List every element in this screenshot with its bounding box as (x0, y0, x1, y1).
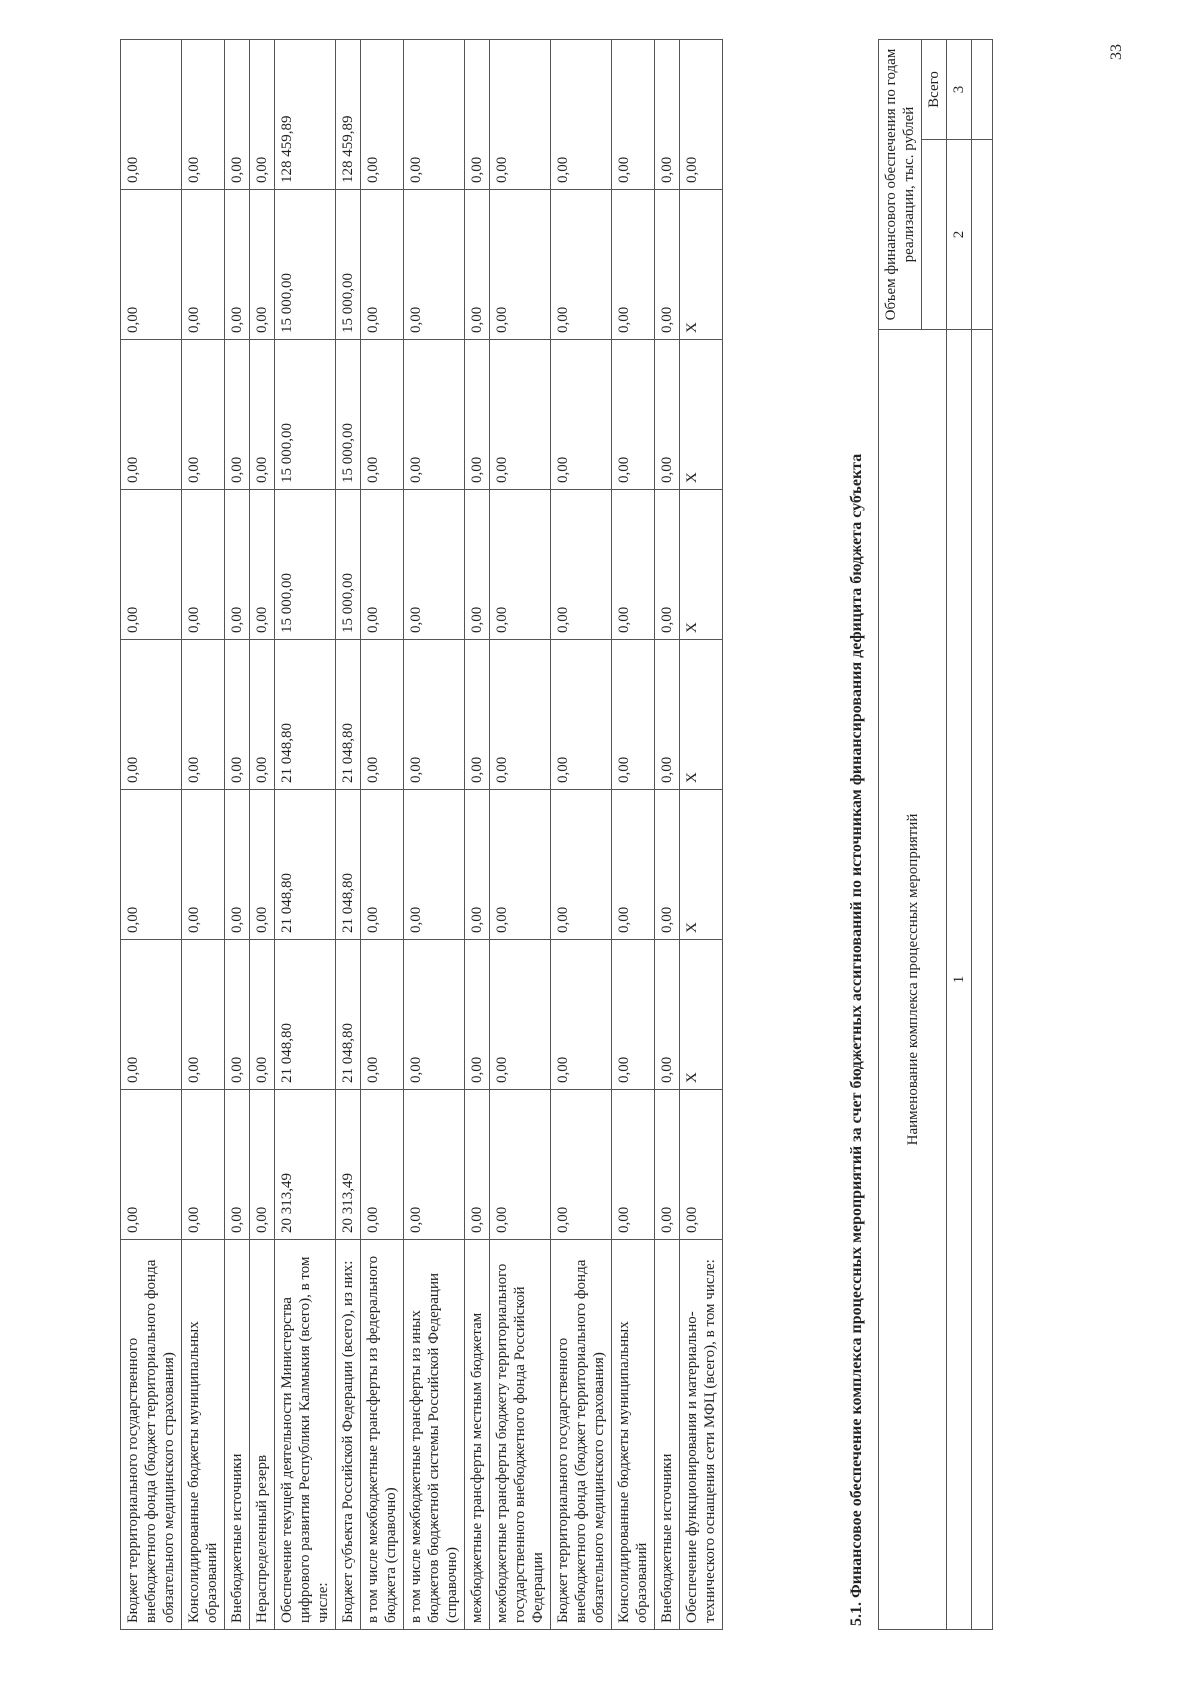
value-cell: 21 048,80 (336, 790, 361, 940)
value-cell: 0,00 (490, 340, 551, 490)
row-label: Бюджет субъекта Российской Федерации (всего), из них: (336, 1240, 361, 1630)
row-label: Бюджет территориального государственного внебюджетного фонда (бюджет территориального фонда обязательного медицинского страхования) (551, 1240, 612, 1630)
header-year-col (922, 140, 947, 330)
value-cell: 21 048,80 (336, 640, 361, 790)
empty-cell (972, 39, 993, 139)
value-cell: 0,00 (361, 940, 404, 1090)
value-cell: X (680, 790, 723, 940)
value-cell: 0,00 (225, 640, 250, 790)
value-cell: 0,00 (182, 490, 225, 640)
value-cell: 0,00 (465, 190, 490, 340)
value-cell: 0,00 (182, 790, 225, 940)
row-label: межбюджетные трансферты местным бюджетам (465, 1240, 490, 1630)
value-cell: 0,00 (551, 40, 612, 190)
value-cell: 0,00 (250, 190, 275, 340)
value-cell: 0,00 (490, 40, 551, 190)
value-cell: 15 000,00 (275, 490, 336, 640)
value-cell: 0,00 (225, 40, 250, 190)
value-cell: 0,00 (551, 190, 612, 340)
table-row (612, 40, 655, 1630)
row-label: Консолидированные бюджеты муниципальных образований (612, 1240, 655, 1630)
value-cell: 0,00 (551, 790, 612, 940)
value-cell: 0,00 (612, 190, 655, 340)
row-label: в том числе межбюджетные трансферты из федерального бюджета (справочно) (361, 1240, 404, 1630)
value-cell: 0,00 (465, 40, 490, 190)
value-cell: 0,00 (612, 640, 655, 790)
row-label: Внебюджетные источники (225, 1240, 250, 1630)
value-cell: 0,00 (121, 640, 182, 790)
value-cell: 21 048,80 (275, 790, 336, 940)
value-cell: X (680, 190, 723, 340)
value-cell: 0,00 (404, 790, 465, 940)
value-cell: 15 000,00 (336, 190, 361, 340)
empty-cell (972, 140, 993, 330)
value-cell: 0,00 (404, 190, 465, 340)
value-cell: 0,00 (404, 40, 465, 190)
value-cell: 0,00 (250, 640, 275, 790)
value-cell: 20 313,49 (336, 1090, 361, 1240)
table-row (655, 40, 680, 1630)
value-cell: 0,00 (250, 790, 275, 940)
value-cell: X (680, 640, 723, 790)
value-cell: 0,00 (465, 790, 490, 940)
value-cell: 0,00 (490, 490, 551, 640)
value-cell: 0,00 (361, 490, 404, 640)
value-cell: 0,00 (490, 940, 551, 1090)
value-cell: 0,00 (121, 1090, 182, 1240)
value-cell: 0,00 (465, 490, 490, 640)
value-cell: 0,00 (225, 190, 250, 340)
value-cell: 0,00 (680, 40, 723, 190)
value-cell: 0,00 (655, 190, 680, 340)
value-cell: 0,00 (551, 340, 612, 490)
value-cell: 0,00 (250, 940, 275, 1090)
value-cell: 0,00 (551, 940, 612, 1090)
value-cell: 0,00 (361, 190, 404, 340)
value-cell: 0,00 (121, 190, 182, 340)
value-cell: 0,00 (404, 340, 465, 490)
value-cell: 0,00 (490, 640, 551, 790)
value-cell: 20 313,49 (275, 1090, 336, 1240)
value-cell: 0,00 (490, 190, 551, 340)
value-cell: 0,00 (612, 940, 655, 1090)
col-number-2: 2 (947, 140, 972, 330)
value-cell: 0,00 (655, 790, 680, 940)
value-cell: 0,00 (612, 1090, 655, 1240)
value-cell: 0,00 (250, 340, 275, 490)
value-cell: 0,00 (361, 40, 404, 190)
col-number-3: 3 (947, 39, 972, 139)
deficit-financing-table (878, 39, 993, 1630)
value-cell: 0,00 (404, 1090, 465, 1240)
value-cell: 0,00 (655, 40, 680, 190)
value-cell: 0,00 (225, 790, 250, 940)
value-cell: 0,00 (551, 490, 612, 640)
value-cell: X (680, 940, 723, 1090)
value-cell: 0,00 (490, 1090, 551, 1240)
table-row (551, 40, 612, 1630)
section-title: 5.1. Финансовое обеспечение комплекса процессных мероприятий за счет бюджетных ассигнований по источникам финансирования дефицита бюджета субъекта (848, 453, 865, 1626)
page-number: 33 (1108, 44, 1125, 60)
value-cell: 21 048,80 (275, 940, 336, 1090)
row-label: в том числе межбюджетные трансферты из иных бюджетов бюджетной системы Российской Федерации (справочно) (404, 1240, 465, 1630)
value-cell: 0,00 (655, 490, 680, 640)
value-cell: 0,00 (182, 640, 225, 790)
row-label: Обеспечение текущей деятельности Министерства цифрового развития Республики Калмыкия (всего), в том числе: (275, 1240, 336, 1630)
value-cell: 0,00 (225, 490, 250, 640)
value-cell: 0,00 (404, 490, 465, 640)
value-cell: 0,00 (551, 640, 612, 790)
value-cell: 0,00 (182, 190, 225, 340)
value-cell: 0,00 (121, 490, 182, 640)
header-financing-volume: Объем финансового обеспечения по годам реализации, тыс. рублей (879, 39, 922, 329)
value-cell: 0,00 (182, 340, 225, 490)
table-row (225, 40, 250, 1630)
value-cell: 0,00 (465, 1090, 490, 1240)
value-cell: 0,00 (121, 790, 182, 940)
value-cell: 0,00 (182, 1090, 225, 1240)
row-label: Нераспределенный резерв (250, 1240, 275, 1630)
value-cell: 0,00 (121, 340, 182, 490)
value-cell: 0,00 (612, 490, 655, 640)
value-cell: 0,00 (250, 40, 275, 190)
table-row (465, 40, 490, 1630)
row-label: Бюджет территориального государственного внебюджетного фонда (бюджет территориального фонда обязательного медицинского страхования) (121, 1240, 182, 1630)
value-cell: 15 000,00 (275, 190, 336, 340)
value-cell: 0,00 (612, 790, 655, 940)
value-cell: 0,00 (121, 40, 182, 190)
value-cell: 0,00 (465, 340, 490, 490)
value-cell: 0,00 (182, 940, 225, 1090)
table-row (680, 40, 723, 1630)
value-cell: 0,00 (655, 340, 680, 490)
value-cell: 128 459,89 (336, 40, 361, 190)
table-row (404, 40, 465, 1630)
value-cell: 0,00 (612, 40, 655, 190)
table-row (121, 40, 182, 1630)
value-cell: 0,00 (551, 1090, 612, 1240)
table-row (361, 40, 404, 1630)
row-label: межбюджетные трансферты бюджету территориального государственного внебюджетного фонда Российской Федерации (490, 1240, 551, 1630)
value-cell: 0,00 (250, 490, 275, 640)
value-cell: 15 000,00 (336, 490, 361, 640)
value-cell: X (680, 340, 723, 490)
value-cell: 0,00 (121, 940, 182, 1090)
header-total: Всего (922, 39, 947, 139)
value-cell: 0,00 (361, 1090, 404, 1240)
header-activity-name: Наименование комплекса процессных мероприятий (879, 330, 947, 1630)
value-cell: 15 000,00 (275, 340, 336, 490)
financing-table (120, 39, 723, 1630)
value-cell: 0,00 (182, 40, 225, 190)
table-row (250, 40, 275, 1630)
value-cell: X (680, 490, 723, 640)
value-cell: 0,00 (465, 940, 490, 1090)
value-cell: 0,00 (225, 340, 250, 490)
table-row (490, 40, 551, 1630)
row-label: Обеспечение функционирования и материально-технического оснащения сети МФЦ (всего), в том числе: (680, 1240, 723, 1630)
row-label: Внебюджетные источники (655, 1240, 680, 1630)
value-cell: 0,00 (361, 340, 404, 490)
value-cell: 15 000,00 (336, 340, 361, 490)
value-cell: 0,00 (465, 640, 490, 790)
row-label: Консолидированные бюджеты муниципальных образований (182, 1240, 225, 1630)
value-cell: 0,00 (404, 640, 465, 790)
empty-cell (972, 330, 993, 1630)
value-cell: 21 048,80 (275, 640, 336, 790)
table-row (182, 40, 225, 1630)
value-cell: 0,00 (655, 1090, 680, 1240)
value-cell: 0,00 (361, 790, 404, 940)
value-cell: 128 459,89 (275, 40, 336, 190)
value-cell: 21 048,80 (336, 940, 361, 1090)
table-row (275, 40, 336, 1630)
value-cell: 0,00 (655, 940, 680, 1090)
value-cell: 0,00 (361, 640, 404, 790)
value-cell: 0,00 (225, 940, 250, 1090)
value-cell: 0,00 (680, 1090, 723, 1240)
value-cell: 0,00 (250, 1090, 275, 1240)
value-cell: 0,00 (655, 640, 680, 790)
value-cell: 0,00 (612, 340, 655, 490)
col-number-1: 1 (947, 330, 972, 1630)
table-row (336, 40, 361, 1630)
value-cell: 0,00 (225, 1090, 250, 1240)
value-cell: 0,00 (490, 790, 551, 940)
value-cell: 0,00 (404, 940, 465, 1090)
